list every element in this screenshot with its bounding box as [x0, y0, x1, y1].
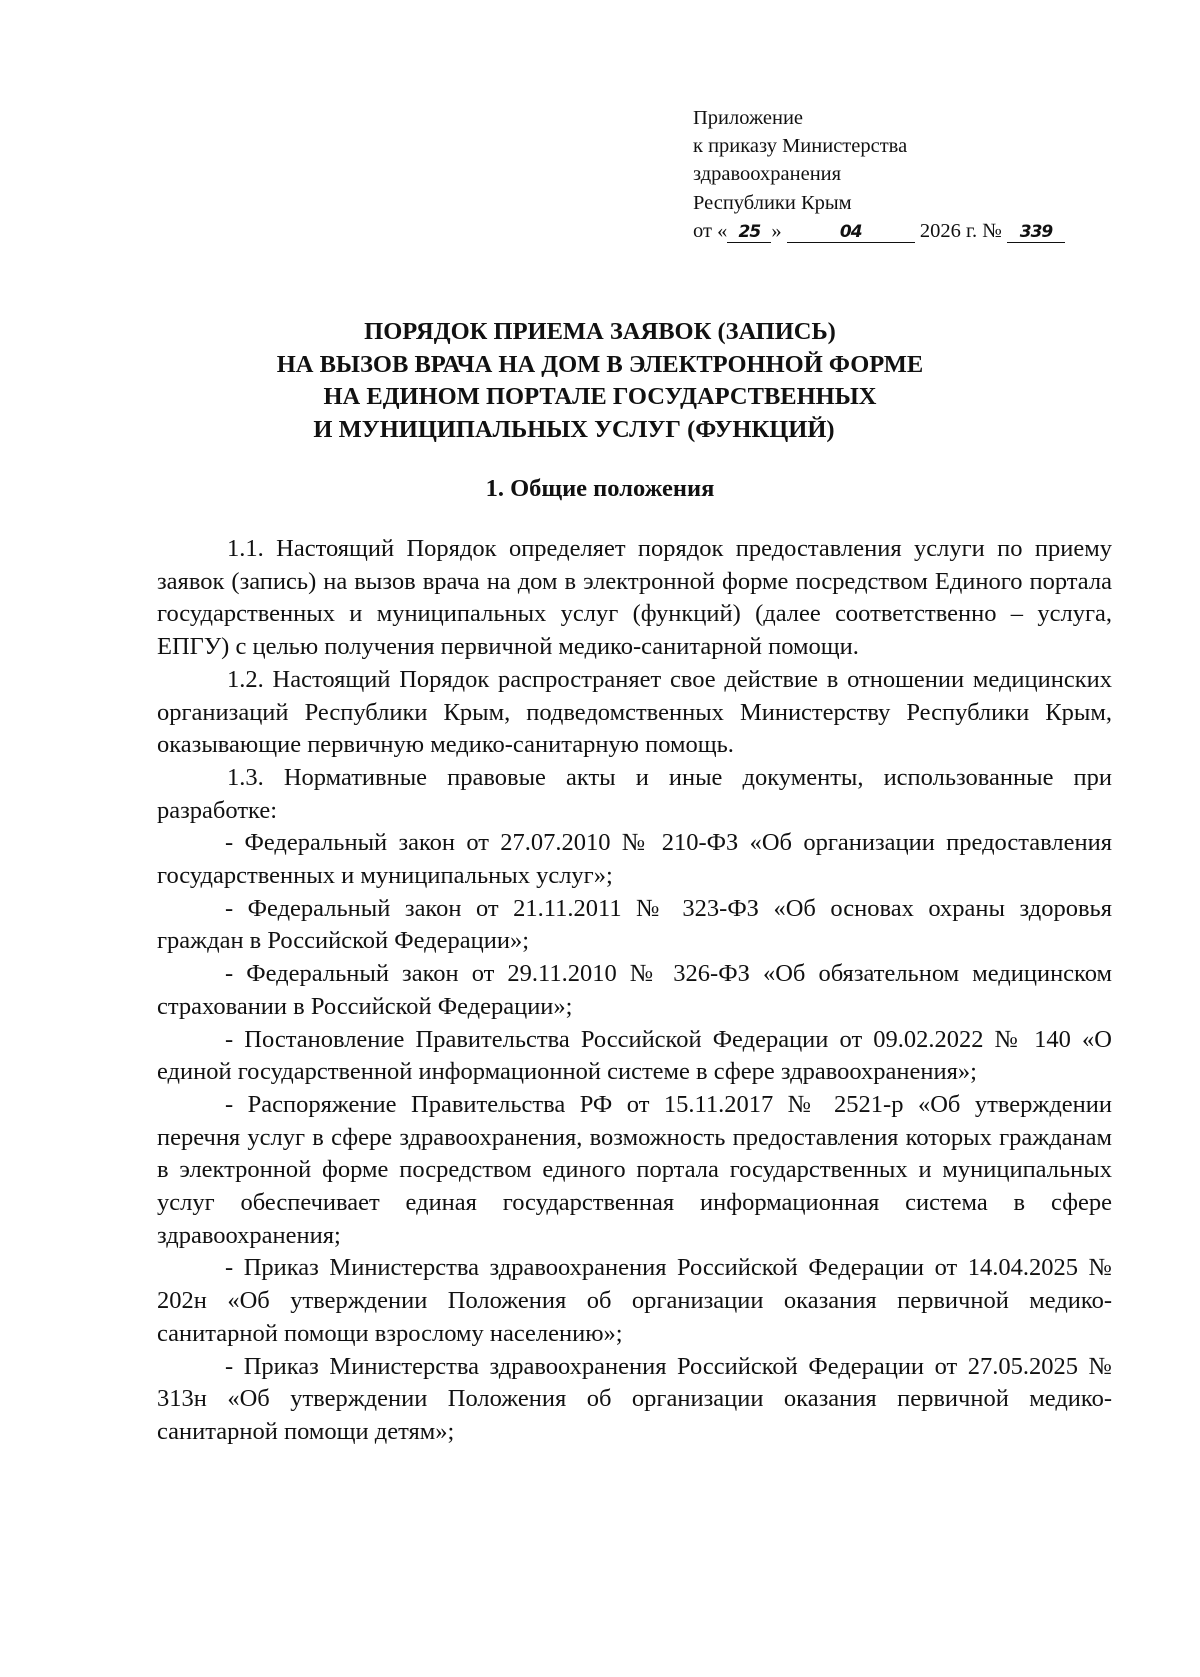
appendix-line: к приказу Министерства: [693, 135, 908, 158]
document-title: [0, 316, 1200, 446]
date-prefix: от «: [693, 219, 728, 242]
appendix-line: здравоохранения: [693, 163, 842, 186]
paragraph-1-2: 1.2. Настоящий Порядок распространяет свое действие в отношении медицинских организаций Республики Крым, подведомственных Министерству Республики Крым, оказывающие первичную медико-санитарную помощь.: [157, 665, 1112, 759]
title-line: НА ЕДИНОМ ПОРТАЛЕ ГОСУДАРСТВЕННЫХ: [323, 383, 877, 410]
list-item: - Приказ Министерства здравоохранения Российской Федерации от 14.04.2025 № 202н «Об утверждении Положения об организации оказания первичной медико-санитарной помощи взрослому населению»;: [157, 1254, 1112, 1347]
list-item: - Распоряжение Правительства РФ от 15.11.2017 № 2521-р «Об утверждении перечня услуг в сфере здравоохранения, возможность предоставления которых гражданам в электронной форме посредством единого портала государственных и муниципальных услуг обеспечивает единая государственная информационная система в сфере здравоохранения;: [157, 1090, 1112, 1249]
list-item: - Федеральный закон от 27.07.2010 № 210-ФЗ «Об организации предоставления государственных и муниципальных услуг»;: [157, 829, 1112, 890]
list-item: - Постановление Правительства Российской Федерации от 09.02.2022 № 140 «О единой государственной информационной системе в сфере здравоохранения»;: [157, 1025, 1112, 1086]
list-item: - Федеральный закон от 29.11.2010 № 326-ФЗ «Об обязательном медицинском страховании в Российской Федерации»;: [157, 960, 1112, 1020]
document-body: [157, 533, 1112, 1449]
list-item: - Федеральный закон от 21.11.2011 № 323-ФЗ «Об основах охраны здоровья граждан в Российской Федерации»;: [157, 894, 1112, 955]
title-line: И МУНИЦИПАЛЬНЫХ УСЛУГ (ФУНКЦИЙ): [313, 415, 835, 443]
appendix-block: [693, 104, 1113, 245]
title-line: ПОРЯДОК ПРИЕМА ЗАЯВОК (ЗАПИСЬ): [364, 318, 836, 345]
title-line: НА ВЫЗОВ ВРАЧА НА ДОМ В ЭЛЕКТРОННОЙ ФОРМЕ: [276, 350, 924, 378]
list-item: - Приказ Министерства здравоохранения Российской Федерации от 27.05.2025 № 313н «Об утверждении Положения об организации оказания первичной медико-санитарной помощи детям»;: [157, 1352, 1112, 1445]
date-year: 2026 г. №: [919, 219, 1002, 242]
date-mid: »: [771, 219, 782, 242]
handwritten-number: 339: [1007, 222, 1065, 243]
section-heading: 1. Общие положения: [485, 475, 715, 502]
appendix-date-line: [693, 217, 1113, 245]
handwritten-day: 25: [727, 222, 771, 243]
appendix-line: Республики Крым: [693, 191, 852, 214]
appendix-line: Приложение: [693, 107, 804, 129]
paragraph-1-3: 1.3. Нормативные правовые акты и иные документы, использованные при разработке:: [157, 763, 1112, 824]
handwritten-month: 04: [787, 222, 915, 243]
paragraph-1-1: 1.1. Настоящий Порядок определяет порядок предоставления услуги по приему заявок (запись) на вызов врача на дом в электронной форме посредством Единого портала государственных и муниципальных услуг (функций) (далее соответственно – услуга, ЕПГУ) с целью получения первичной медико-санитарной помощи.: [157, 535, 1112, 661]
